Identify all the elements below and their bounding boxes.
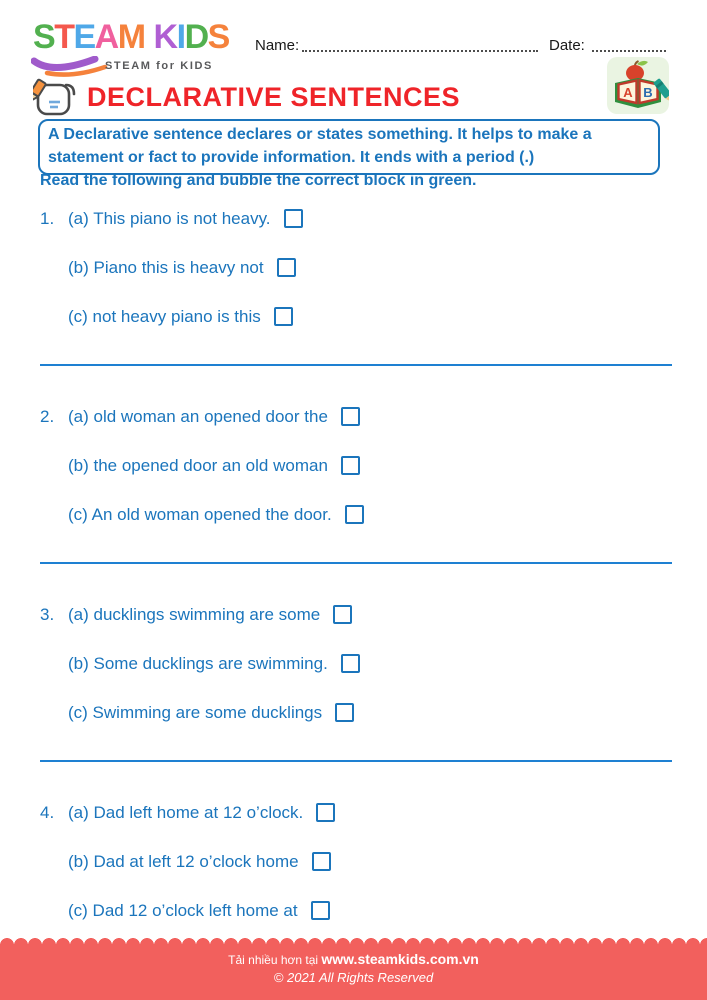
option-text: (c) Swimming are some ducklings [68, 702, 323, 722]
option-text: (a) old woman an opened door the [68, 406, 328, 426]
answer-checkbox[interactable] [312, 852, 331, 871]
svg-text:A: A [623, 85, 633, 100]
question-2 [40, 406, 672, 525]
date-label: Date: [549, 37, 585, 54]
logo-wordmark: STEAM KIDS [33, 18, 229, 56]
question-4 [40, 802, 672, 921]
answer-checkbox[interactable] [345, 505, 364, 524]
option-row [40, 802, 672, 823]
option-row [40, 702, 672, 723]
option-row [40, 208, 672, 229]
option-row [40, 455, 672, 476]
option-text: (b) the opened door an old woman [68, 455, 328, 475]
option-text: (b) Piano this is heavy not [68, 257, 264, 277]
answer-checkbox[interactable] [277, 258, 296, 277]
option-row [40, 900, 672, 921]
option-row [40, 306, 672, 327]
option-row [40, 851, 672, 872]
option-row [40, 653, 672, 674]
question-divider [40, 562, 672, 564]
question-number: 1. [40, 208, 55, 228]
question-divider [40, 364, 672, 366]
option-text: (b) Some ducklings are swimming. [68, 653, 328, 673]
option-text: (a) Dad left home at 12 o’clock. [68, 802, 304, 822]
option-text: (c) Dad 12 o’clock left home at [68, 900, 298, 920]
question-3 [40, 604, 672, 723]
answer-checkbox[interactable] [333, 605, 352, 624]
logo-swoosh-icon [31, 56, 109, 78]
footer-promo-line [0, 944, 707, 967]
footer-promo-text: Tải nhiều hơn tại [228, 953, 322, 967]
question-1 [40, 208, 672, 327]
logo-subtitle: STEAM for KIDS [105, 60, 213, 72]
answer-checkbox[interactable] [341, 456, 360, 475]
footer-website-url: www.steamkids.com.vn [321, 951, 479, 967]
answer-checkbox[interactable] [341, 407, 360, 426]
question-divider [40, 760, 672, 762]
scroll-and-pencil-icon [33, 76, 79, 118]
question-number: 3. [40, 604, 55, 624]
answer-checkbox[interactable] [335, 703, 354, 722]
option-row [40, 257, 672, 278]
title-row [33, 76, 460, 118]
name-input-line[interactable] [302, 36, 538, 52]
footer [0, 944, 707, 1000]
svg-text:B: B [643, 85, 653, 100]
abc-book-apple-pencil-icon [607, 57, 669, 114]
option-text: (a) This piano is not heavy. [68, 208, 271, 228]
option-row [40, 504, 672, 525]
instruction-text: Read the following and bubble the correct block in green. [40, 172, 477, 189]
questions-list [40, 208, 672, 921]
definition-box: A Declarative sentence declares or states something. It helps to make a statement or fact to provide information. It ends with a period (.) [38, 119, 660, 175]
option-text: (a) ducklings swimming are some [68, 604, 321, 624]
footer-scallop-edge [0, 936, 707, 944]
question-number: 4. [40, 802, 55, 822]
question-number: 2. [40, 406, 55, 426]
date-input-line[interactable] [592, 36, 666, 52]
answer-checkbox[interactable] [316, 803, 335, 822]
option-text: (c) not heavy piano is this [68, 306, 261, 326]
footer-copyright: © 2021 All Rights Reserved [273, 970, 434, 985]
option-text: (b) Dad at left 12 o’clock home [68, 851, 299, 871]
option-text: (c) An old woman opened the door. [68, 504, 332, 524]
answer-checkbox[interactable] [284, 209, 303, 228]
answer-checkbox[interactable] [341, 654, 360, 673]
answer-checkbox[interactable] [311, 901, 330, 920]
steam-kids-logo [33, 20, 248, 78]
page-title: DECLARATIVE SENTENCES [87, 81, 461, 112]
name-label: Name: [255, 37, 300, 54]
answer-checkbox[interactable] [274, 307, 293, 326]
option-row [40, 406, 672, 427]
option-row [40, 604, 672, 625]
